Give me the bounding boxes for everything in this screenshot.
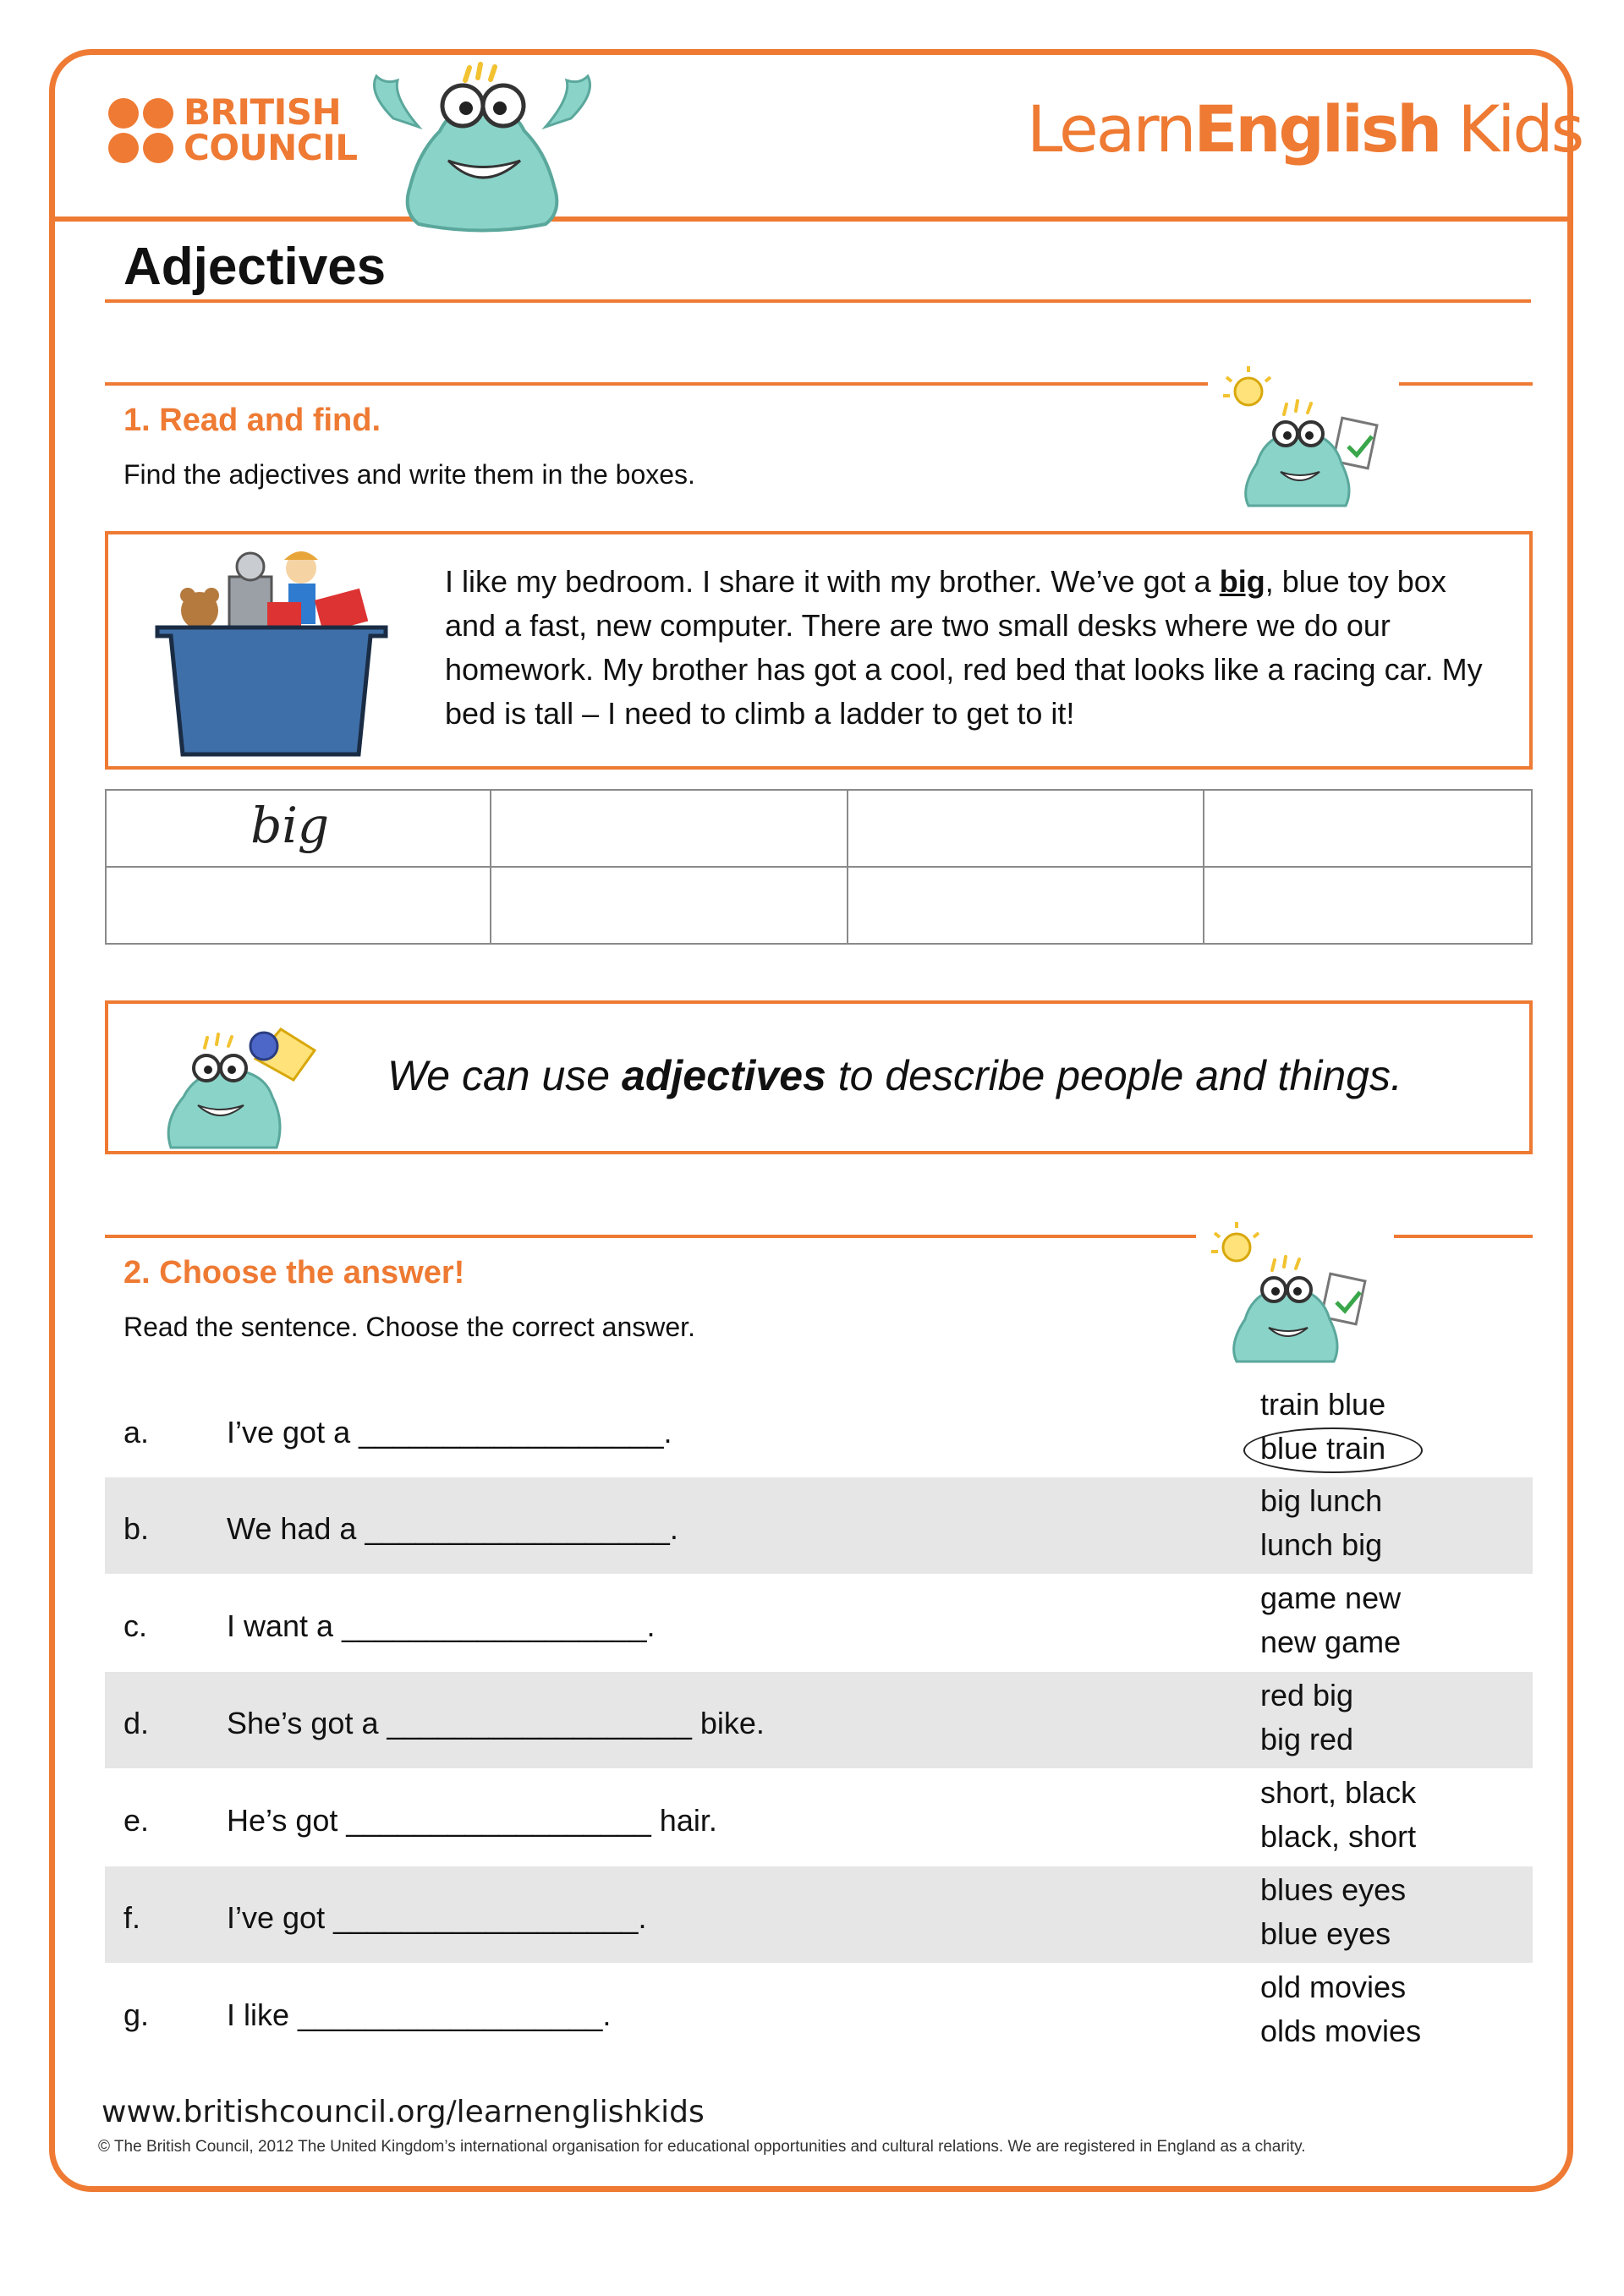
answer-option[interactable]: olds movies: [1260, 2014, 1422, 2048]
toy-box-icon: [149, 543, 394, 759]
page-title: Adjectives: [123, 238, 387, 296]
question-row-d: [105, 1672, 1533, 1768]
answer-option[interactable]: blues eyes: [1260, 1872, 1407, 1907]
question-sentence: I want a __________________.: [227, 1608, 656, 1643]
answer-options: [1260, 1383, 1385, 1471]
title-underline: [105, 299, 1531, 303]
tip-bold: adjectives: [622, 1052, 826, 1099]
answer-options: [1260, 1771, 1416, 1859]
passage-after: , blue toy box and a fast, new computer. There are two small desks where we do our homework. My brother has got a cool, red bed that looks like a racing car. My bed is tall – I need to climb a ladder to get to it!: [445, 564, 1483, 731]
question-letter: d.: [123, 1706, 150, 1740]
learnenglish-kids-logo: [1027, 91, 1582, 167]
answer-cell[interactable]: [106, 867, 491, 944]
answer-options: [1260, 1674, 1353, 1762]
answer-option[interactable]: short, black: [1260, 1775, 1417, 1810]
answer-option[interactable]: red big: [1260, 1678, 1354, 1712]
section1-instruction: Find the adjectives and write them in the boxes.: [123, 459, 695, 490]
logo-text-line2: COUNCIL: [184, 127, 358, 168]
question-letter: f.: [123, 1900, 141, 1935]
answer-options: [1260, 1479, 1382, 1567]
monster-idea-icon: [1215, 362, 1392, 514]
answer-options: [1260, 1965, 1421, 2053]
tip-after: to describe people and things.: [826, 1052, 1402, 1099]
passage-highlight: big: [1219, 564, 1265, 599]
answer-options: [1260, 1576, 1401, 1664]
header-divider: [55, 216, 1567, 222]
answer-cell[interactable]: [848, 790, 1204, 867]
question-letter: e.: [123, 1803, 150, 1838]
answer-option[interactable]: new game: [1260, 1625, 1402, 1659]
tip-before: We can use: [387, 1052, 623, 1099]
monster-spotlight-icon: [154, 1012, 323, 1152]
monster-mascot-icon: [359, 59, 605, 233]
answer-option[interactable]: black, short: [1260, 1819, 1417, 1854]
tip-box: [105, 1000, 1533, 1154]
answer-option[interactable]: big red: [1260, 1722, 1354, 1756]
handwritten-answer: big: [250, 796, 330, 854]
reading-passage: [445, 560, 1502, 736]
question-sentence: He’s got __________________ hair.: [227, 1803, 717, 1838]
brand-english: English: [1193, 91, 1440, 167]
answer-option[interactable]: lunch big: [1260, 1527, 1383, 1562]
answer-option[interactable]: train blue: [1260, 1387, 1386, 1422]
question-row-e: [105, 1769, 1533, 1866]
adjectives-answer-grid: [105, 789, 1533, 945]
section2-rule-left: [105, 1235, 1196, 1238]
section2-instruction: Read the sentence. Choose the correct answer.: [123, 1312, 695, 1342]
answer-cell[interactable]: [106, 790, 491, 867]
answer-options: [1260, 1868, 1406, 1956]
question-sentence: I like __________________.: [227, 1997, 612, 2032]
answer-option[interactable]: old movies: [1260, 1970, 1407, 2004]
question-letter: c.: [123, 1608, 148, 1643]
question-letter: a.: [123, 1415, 150, 1449]
british-council-logo: [108, 91, 358, 168]
answer-option[interactable]: game new: [1260, 1581, 1402, 1615]
passage-before: I like my bedroom. I share it with my brother. We’ve got a: [445, 564, 1220, 599]
question-letter: b.: [123, 1511, 150, 1546]
tip-text: [387, 1051, 1402, 1100]
section1-rule-left: [105, 382, 1208, 386]
section2-title: 2. Choose the answer!: [123, 1255, 465, 1290]
question-row-b: [105, 1477, 1533, 1574]
question-sentence: We had a __________________.: [227, 1511, 678, 1546]
question-row-f: [105, 1866, 1533, 1963]
answer-option-circled[interactable]: blue train: [1260, 1427, 1385, 1471]
brand-learn: Learn: [1027, 91, 1194, 167]
footer-url-link[interactable]: www.britishcouncil.org/learnenglishkids: [102, 2095, 705, 2129]
answer-grid-row: [106, 867, 1532, 944]
question-sentence: I’ve got __________________.: [227, 1900, 647, 1935]
question-letter: g.: [123, 1997, 150, 2032]
brand-kids: Kids: [1457, 91, 1583, 167]
answer-option[interactable]: big lunch: [1260, 1483, 1383, 1518]
question-sentence: I’ve got a __________________.: [227, 1415, 672, 1449]
question-row-g: [105, 1964, 1533, 2060]
answer-cell[interactable]: [1204, 790, 1532, 867]
answer-cell[interactable]: [1204, 867, 1532, 944]
monster-idea-icon: [1203, 1218, 1380, 1370]
answer-cell[interactable]: [848, 867, 1204, 944]
british-council-dots-icon: [108, 98, 173, 163]
question-sentence: She’s got a __________________ bike.: [227, 1706, 765, 1740]
answer-cell[interactable]: [491, 790, 848, 867]
question-row-a: [105, 1381, 1533, 1477]
answer-option[interactable]: blue eyes: [1260, 1916, 1391, 1951]
section1-title: 1. Read and find.: [123, 403, 381, 438]
logo-text-line1: BRITISH: [184, 91, 342, 133]
reading-passage-box: [105, 531, 1533, 770]
question-row-c: [105, 1575, 1533, 1671]
footer-copyright: © The British Council, 2012 The United Kingdom’s international organisation for educational opportunities and cultural relations. We are registered in England as a charity.: [98, 2138, 1306, 2156]
section1-rule-right: [1399, 382, 1533, 386]
brand-space: [1440, 91, 1457, 167]
answer-grid-row: [106, 790, 1532, 867]
answer-cell[interactable]: [491, 867, 848, 944]
section2-rule-right: [1394, 1235, 1533, 1238]
